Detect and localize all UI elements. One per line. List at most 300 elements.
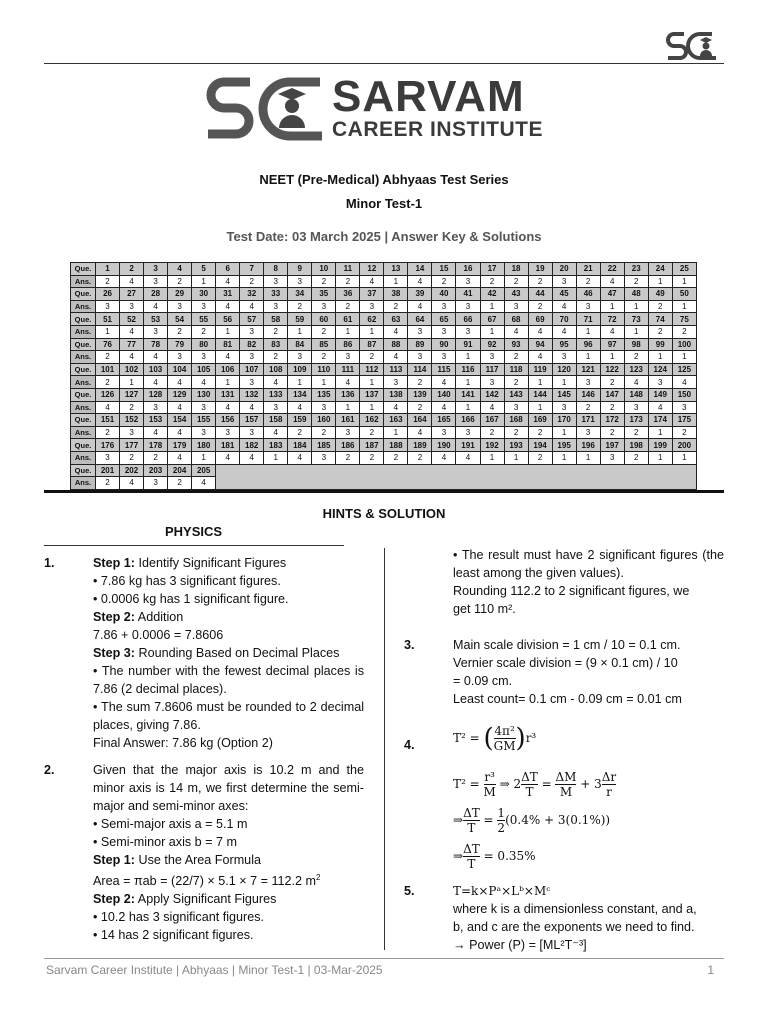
que-label: Que.	[71, 414, 96, 427]
answer-cell: 3	[312, 451, 336, 464]
question-number-cell: 26	[96, 288, 120, 301]
answer-cell: 2	[96, 351, 120, 364]
question-number-cell: 19	[528, 263, 552, 276]
answer-cell: 1	[456, 376, 480, 389]
question-number-cell: 48	[624, 288, 648, 301]
answer-cell: 2	[600, 376, 624, 389]
answer-cell: 1	[672, 300, 696, 313]
question-number-cell: 90	[432, 338, 456, 351]
question-number-cell: 154	[168, 414, 192, 427]
answer-cell: 2	[480, 426, 504, 439]
answer-cell: 3	[216, 426, 240, 439]
question-number-cell: 24	[648, 263, 672, 276]
ans-label: Ans.	[71, 401, 96, 414]
ans-label: Ans.	[71, 376, 96, 389]
question-number: 1.	[44, 556, 55, 570]
que-label: Que.	[71, 263, 96, 276]
answer-cell: 3	[240, 325, 264, 338]
question-number-cell: 42	[480, 288, 504, 301]
question-number-cell: 107	[240, 363, 264, 376]
answer-cell: 4	[168, 401, 192, 414]
answer-cell: 3	[552, 275, 576, 288]
question-number-cell: 199	[648, 439, 672, 452]
question-number-cell: 162	[360, 414, 384, 427]
answer-cell: 2	[624, 451, 648, 464]
answer-cell: 2	[576, 401, 600, 414]
answer-cell: 4	[240, 451, 264, 464]
answer-cell: 2	[168, 325, 192, 338]
question-number-cell: 120	[552, 363, 576, 376]
answer-cell: 2	[96, 376, 120, 389]
question-number-cell: 55	[192, 313, 216, 326]
question-number-cell: 175	[672, 414, 696, 427]
question-number-cell: 60	[312, 313, 336, 326]
question-number-cell: 32	[240, 288, 264, 301]
answer-row	[71, 300, 697, 313]
answer-cell: 3	[168, 300, 192, 313]
answer-cell: 1	[648, 426, 672, 439]
question-number-cell: 51	[96, 313, 120, 326]
answer-cell: 3	[264, 275, 288, 288]
question-number-cell: 39	[408, 288, 432, 301]
answer-row	[71, 401, 697, 414]
question-number-cell: 4	[168, 263, 192, 276]
solution-5	[404, 882, 724, 954]
column-divider	[384, 548, 385, 950]
question-number-cell: 89	[408, 338, 432, 351]
question-number-cell: 159	[288, 414, 312, 427]
question-number-cell: 188	[384, 439, 408, 452]
question-number-cell: 130	[192, 388, 216, 401]
question-number-cell: 152	[120, 414, 144, 427]
question-number-cell: 30	[192, 288, 216, 301]
que-label: Que.	[71, 388, 96, 401]
question-number-cell: 192	[480, 439, 504, 452]
question-number-cell: 93	[504, 338, 528, 351]
que-label: Que.	[71, 439, 96, 452]
answer-cell: 1	[672, 351, 696, 364]
answer-cell: 3	[312, 300, 336, 313]
solution-line: where k is a dimensionless constant, and a,	[453, 902, 697, 916]
question-number-cell: 63	[384, 313, 408, 326]
question-number-cell: 108	[264, 363, 288, 376]
answer-cell: 2	[120, 401, 144, 414]
answer-cell: 2	[168, 477, 192, 490]
question-number-cell: 183	[264, 439, 288, 452]
answer-cell: 3	[600, 451, 624, 464]
answer-cell: 2	[384, 451, 408, 464]
continued-text: get 110 m².	[453, 602, 516, 616]
question-number-cell: 121	[576, 363, 600, 376]
question-number-cell: 44	[528, 288, 552, 301]
answer-cell: 3	[144, 401, 168, 414]
answer-cell: 2	[312, 325, 336, 338]
answer-cell: 1	[552, 451, 576, 464]
answer-cell: 2	[360, 351, 384, 364]
answer-cell: 4	[240, 300, 264, 313]
solution-1	[44, 554, 364, 752]
sc-monogram-icon	[206, 76, 324, 142]
answer-cell: 4	[384, 351, 408, 364]
answer-cell: 2	[600, 401, 624, 414]
question-number-cell: 115	[432, 363, 456, 376]
question-row	[71, 338, 697, 351]
bullet: • The sum 7.8606 must be rounded to 2 decimal places, giving 7.86.	[93, 700, 364, 732]
answer-cell: 4	[408, 300, 432, 313]
question-number-cell: 205	[192, 464, 216, 477]
answer-cell: 2	[408, 401, 432, 414]
question-number-cell: 112	[360, 363, 384, 376]
answer-cell: 1	[648, 275, 672, 288]
answer-cell: 4	[144, 376, 168, 389]
answer-cell: 2	[528, 451, 552, 464]
answer-cell: 4	[192, 376, 216, 389]
answer-cell: 3	[192, 401, 216, 414]
answer-cell: 3	[144, 477, 168, 490]
question-number-cell: 64	[408, 313, 432, 326]
answer-cell: 3	[576, 426, 600, 439]
question-number-cell: 33	[264, 288, 288, 301]
answer-cell: 4	[120, 275, 144, 288]
bullet: • Semi-minor axis b = 7 m	[93, 835, 238, 849]
question-number-cell: 102	[120, 363, 144, 376]
answer-cell: 3	[288, 351, 312, 364]
answer-cell: 4	[480, 401, 504, 414]
answer-cell: 3	[624, 401, 648, 414]
answer-cell: 2	[312, 275, 336, 288]
question-number-cell: 3	[144, 263, 168, 276]
test-series-title: NEET (Pre-Medical) Abhyaas Test Series	[259, 172, 509, 187]
que-label: Que.	[71, 313, 96, 326]
question-number-cell: 50	[672, 288, 696, 301]
question-number-cell: 41	[456, 288, 480, 301]
question-number-cell: 81	[216, 338, 240, 351]
question-number-cell: 82	[240, 338, 264, 351]
question-number-cell: 83	[264, 338, 288, 351]
answer-cell: 2	[288, 300, 312, 313]
answer-cell: 4	[120, 325, 144, 338]
question-number-cell: 92	[480, 338, 504, 351]
answer-cell: 4	[192, 477, 216, 490]
answer-cell: 2	[504, 376, 528, 389]
answer-cell: 1	[384, 275, 408, 288]
answer-cell: 4	[552, 325, 576, 338]
answer-cell: 3	[240, 426, 264, 439]
answer-cell: 3	[144, 275, 168, 288]
step-text: Identify Significant Figures	[135, 556, 287, 570]
question-number-cell: 16	[456, 263, 480, 276]
question-number-cell: 62	[360, 313, 384, 326]
answer-cell: 3	[240, 351, 264, 364]
question-number-cell: 179	[168, 439, 192, 452]
answer-cell: 3	[432, 325, 456, 338]
question-number-cell: 153	[144, 414, 168, 427]
question-number-cell: 151	[96, 414, 120, 427]
answer-cell: 4	[288, 451, 312, 464]
answer-cell: 4	[360, 275, 384, 288]
step-text: Use the Area Formula	[135, 853, 261, 867]
subject-heading: PHYSICS	[165, 524, 223, 539]
answer-cell: 3	[504, 401, 528, 414]
question-number-cell: 136	[336, 388, 360, 401]
question-number-cell: 187	[360, 439, 384, 452]
answer-cell: 4	[384, 325, 408, 338]
answer-cell: 1	[360, 401, 384, 414]
answer-cell: 4	[264, 376, 288, 389]
answer-row	[71, 325, 697, 338]
answer-cell: 3	[480, 376, 504, 389]
que-label: Que.	[71, 363, 96, 376]
question-number-cell: 97	[600, 338, 624, 351]
answer-cell: 2	[120, 451, 144, 464]
answer-cell: 2	[336, 275, 360, 288]
question-number-cell: 13	[384, 263, 408, 276]
answer-cell: 2	[648, 300, 672, 313]
answer-cell: 4	[456, 451, 480, 464]
question-number-cell: 131	[216, 388, 240, 401]
answer-cell: 3	[288, 275, 312, 288]
footer-text: Sarvam Career Institute | Abhyaas | Minor Test-1 | 03-Mar-2025	[46, 963, 383, 977]
question-number-cell: 95	[552, 338, 576, 351]
answer-cell: 3	[264, 401, 288, 414]
question-number-cell: 47	[600, 288, 624, 301]
left-column	[44, 554, 364, 944]
answer-row	[71, 426, 697, 439]
formula: T=k×Pᵃ×Lᵇ×Mᶜ	[453, 884, 551, 898]
question-number-cell: 166	[456, 414, 480, 427]
answer-cell: 2	[624, 351, 648, 364]
answer-cell: 4	[528, 351, 552, 364]
que-label: Que.	[71, 288, 96, 301]
answer-cell: 1	[360, 376, 384, 389]
answer-cell: 4	[384, 401, 408, 414]
question-number-cell: 144	[528, 388, 552, 401]
question-number-cell: 68	[504, 313, 528, 326]
question-number-cell: 190	[432, 439, 456, 452]
question-number-cell: 59	[288, 313, 312, 326]
step-text: Addition	[135, 610, 184, 624]
question-row	[71, 464, 697, 477]
step-label: Step 2:	[93, 892, 135, 907]
question-number-cell: 156	[216, 414, 240, 427]
answer-cell: 2	[528, 275, 552, 288]
answer-cell: 1	[480, 325, 504, 338]
answer-cell: 3	[576, 300, 600, 313]
question-number-cell: 177	[120, 439, 144, 452]
answer-cell: 3	[96, 451, 120, 464]
answer-cell: 4	[168, 451, 192, 464]
question-row	[71, 263, 697, 276]
answer-cell: 1	[624, 300, 648, 313]
answer-cell: 1	[672, 451, 696, 464]
question-number-cell: 148	[624, 388, 648, 401]
equation-4: ⇒ $\frac{\Delta T}{T}$ = 0.35%	[453, 842, 536, 871]
question-number-cell: 5	[192, 263, 216, 276]
answer-cell: 4	[120, 477, 144, 490]
question-number-cell: 176	[96, 439, 120, 452]
answer-cell: 3	[552, 401, 576, 414]
answer-cell: 1	[384, 426, 408, 439]
question-number-cell: 196	[576, 439, 600, 452]
question-number-cell: 54	[168, 313, 192, 326]
question-number-cell: 161	[336, 414, 360, 427]
answer-cell: 1	[576, 451, 600, 464]
answer-cell: 4	[408, 426, 432, 439]
answer-cell: 3	[576, 376, 600, 389]
answer-cell: 1	[648, 351, 672, 364]
answer-cell: 1	[312, 376, 336, 389]
question-number-cell: 157	[240, 414, 264, 427]
answer-cell: 4	[336, 376, 360, 389]
answer-cell: 4	[144, 351, 168, 364]
equation-3: ⇒ $\frac{\Delta T}{T}$ = $\frac{1}{2}$ (0.4% + 3(0.1%))	[453, 806, 611, 835]
top-divider	[44, 63, 724, 64]
answer-cell: 4	[168, 376, 192, 389]
question-number-cell: 10	[312, 263, 336, 276]
continued-text: • The result must have 2 significant figures (the least among the given values).	[453, 548, 724, 580]
answer-cell: 1	[120, 376, 144, 389]
question-number-cell: 145	[552, 388, 576, 401]
answer-cell: 1	[264, 451, 288, 464]
test-name: Minor Test-1	[345, 196, 423, 211]
answer-cell: 2	[384, 300, 408, 313]
question-number-cell: 71	[576, 313, 600, 326]
answer-cell: 1	[336, 325, 360, 338]
question-number-cell: 31	[216, 288, 240, 301]
question-number-cell: 29	[168, 288, 192, 301]
answer-cell: 1	[552, 376, 576, 389]
answer-cell: 4	[216, 401, 240, 414]
answer-cell: 3	[648, 376, 672, 389]
ans-label: Ans.	[71, 477, 96, 490]
question-number-cell: 38	[384, 288, 408, 301]
answer-cell: 2	[576, 275, 600, 288]
answer-cell: 1	[624, 325, 648, 338]
answer-cell: 2	[336, 300, 360, 313]
question-number-cell: 106	[216, 363, 240, 376]
question-number-cell: 132	[240, 388, 264, 401]
question-number: 5.	[404, 884, 415, 898]
question-number-cell: 123	[624, 363, 648, 376]
question-number-cell: 194	[528, 439, 552, 452]
answer-cell: 2	[504, 275, 528, 288]
solution-3	[404, 636, 724, 708]
answer-cell: 4	[264, 426, 288, 439]
question-number-cell: 94	[528, 338, 552, 351]
question-number-cell: 27	[120, 288, 144, 301]
answer-cell: 1	[648, 451, 672, 464]
answer-cell: 3	[312, 401, 336, 414]
answer-cell: 3	[504, 300, 528, 313]
answer-cell: 4	[120, 351, 144, 364]
question-number-cell: 191	[456, 439, 480, 452]
question-number-cell: 74	[648, 313, 672, 326]
solution-line: Least count= 0.1 cm - 0.09 cm = 0.01 cm	[453, 692, 682, 706]
question-number-cell: 34	[288, 288, 312, 301]
answer-cell: 2	[312, 351, 336, 364]
question-number-cell: 128	[144, 388, 168, 401]
question-number-cell: 67	[480, 313, 504, 326]
answer-cell: 1	[288, 376, 312, 389]
solution-line: → Power (P) = [ML²T⁻³]	[453, 938, 587, 952]
answer-cell: 2	[408, 451, 432, 464]
answer-cell: 2	[336, 451, 360, 464]
question-number-cell: 184	[288, 439, 312, 452]
question-row	[71, 288, 697, 301]
answer-cell: 4	[528, 325, 552, 338]
question-number-cell: 79	[168, 338, 192, 351]
question-number-cell: 186	[336, 439, 360, 452]
answer-cell: 4	[552, 300, 576, 313]
question-number-cell: 114	[408, 363, 432, 376]
question-number-cell: 111	[336, 363, 360, 376]
brand-subtitle: CAREER INSTITUTE	[332, 118, 544, 141]
answer-cell: 2	[360, 451, 384, 464]
question-number-cell: 25	[672, 263, 696, 276]
ans-label: Ans.	[71, 300, 96, 313]
question-number-cell: 12	[360, 263, 384, 276]
question-number-cell: 109	[288, 363, 312, 376]
answer-cell: 2	[600, 426, 624, 439]
step-label: Step 1:	[93, 556, 135, 570]
answer-cell: 3	[432, 426, 456, 439]
answer-cell: 4	[432, 401, 456, 414]
question-number-cell: 72	[600, 313, 624, 326]
question-number: 3.	[404, 638, 415, 652]
answer-cell: 1	[480, 300, 504, 313]
question-number-cell: 119	[528, 363, 552, 376]
question-number-cell: 116	[456, 363, 480, 376]
answer-cell: 3	[240, 376, 264, 389]
question-number-cell: 197	[600, 439, 624, 452]
question-number-cell: 150	[672, 388, 696, 401]
answer-cell: 1	[552, 426, 576, 439]
answer-cell: 1	[504, 451, 528, 464]
question-number-cell: 21	[576, 263, 600, 276]
answer-cell: 2	[408, 376, 432, 389]
question-row	[71, 388, 697, 401]
superscript: 2	[316, 873, 321, 882]
answer-cell: 4	[216, 300, 240, 313]
question-number-cell: 20	[552, 263, 576, 276]
answer-cell: 1	[336, 401, 360, 414]
final-answer: Final Answer: 7.86 kg (Option 2)	[93, 736, 273, 750]
question-number-cell: 170	[552, 414, 576, 427]
solution-4	[404, 724, 724, 876]
solution-line: Main scale division = 1 cm / 10 = 0.1 cm.	[453, 638, 681, 652]
question-row	[71, 439, 697, 452]
question-number-cell: 143	[504, 388, 528, 401]
hints-heading: HINTS & SOLUTION	[322, 506, 446, 521]
question-number-cell: 118	[504, 363, 528, 376]
answer-cell: 4	[144, 300, 168, 313]
test-date: Test Date: 03 March 2025 | Answer Key & Solutions	[226, 229, 542, 244]
question-number-cell: 91	[456, 338, 480, 351]
question-number-cell: 70	[552, 313, 576, 326]
answer-cell: 1	[216, 325, 240, 338]
answer-cell: 4	[600, 275, 624, 288]
empty-cell	[216, 464, 697, 489]
answer-cell: 4	[288, 401, 312, 414]
question-number-cell: 134	[288, 388, 312, 401]
answer-cell: 2	[96, 426, 120, 439]
answer-cell: 1	[480, 451, 504, 464]
question-row	[71, 313, 697, 326]
answer-cell: 4	[96, 401, 120, 414]
answer-cell: 3	[384, 376, 408, 389]
answer-cell: 3	[120, 426, 144, 439]
question-number-cell: 124	[648, 363, 672, 376]
